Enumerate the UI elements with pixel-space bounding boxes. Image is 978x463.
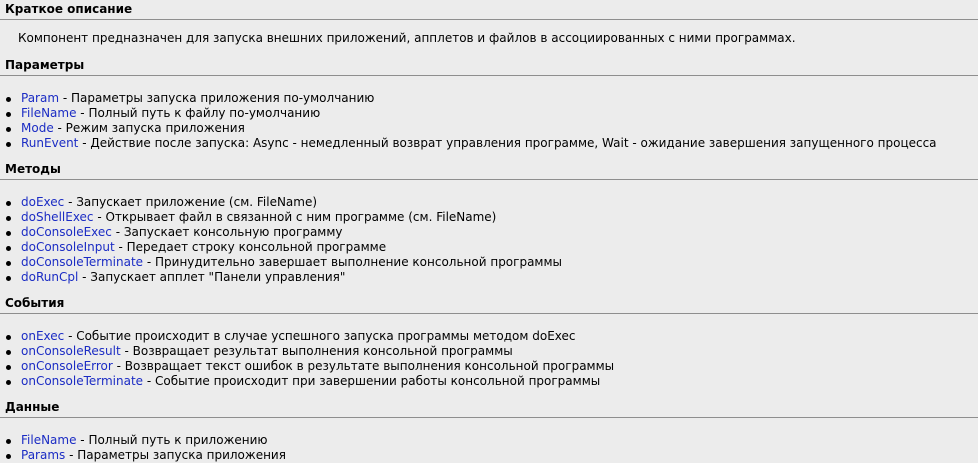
doconsoleexec-link[interactable]: doConsoleExec xyxy=(21,225,112,239)
onexec-link[interactable]: onExec xyxy=(21,329,65,343)
bullet-icon xyxy=(6,335,11,340)
list-item xyxy=(5,225,978,240)
item-description: - Возвращает результат выполнения консольной программы xyxy=(120,344,513,358)
item-description: - Передает строку консольной программе xyxy=(114,240,387,254)
doconsoleinput-link[interactable]: doConsoleInput xyxy=(21,240,115,254)
param-link[interactable]: Param xyxy=(21,91,60,105)
item-description: - Параметры запуска приложения xyxy=(65,448,286,462)
parameters-heading: Параметры xyxy=(5,58,85,72)
events-heading: События xyxy=(5,296,65,310)
list-item xyxy=(5,121,978,136)
doruncpl-link[interactable]: doRunCpl xyxy=(21,270,79,284)
list-item xyxy=(5,359,978,374)
bullet-icon xyxy=(6,127,11,132)
bullet-icon xyxy=(6,112,11,117)
onconsoleterminate-link[interactable]: onConsoleTerminate xyxy=(21,374,144,388)
methods-divider xyxy=(0,179,978,180)
bullet-icon xyxy=(6,365,11,370)
methods-list xyxy=(5,195,978,285)
list-item xyxy=(5,270,978,285)
doconsoleterminate-link[interactable]: doConsoleTerminate xyxy=(21,255,144,269)
bullet-icon xyxy=(6,216,11,221)
item-description: - Полный путь к приложению xyxy=(76,433,268,447)
summary-text: Компонент предназначен для запуска внешних приложений, апплетов и файлов в ассоциированных с ними программах. xyxy=(18,31,796,45)
item-description: - Параметры запуска приложения по-умолчанию xyxy=(59,91,375,105)
events-divider xyxy=(0,313,978,314)
bullet-icon xyxy=(6,380,11,385)
bullet-icon xyxy=(6,350,11,355)
bullet-icon xyxy=(6,201,11,206)
filename-link[interactable]: FileName xyxy=(21,106,77,120)
list-item xyxy=(5,448,978,463)
list-item xyxy=(5,195,978,210)
doexec-link[interactable]: doExec xyxy=(21,195,65,209)
item-description: - Запускает апплет "Панели управления" xyxy=(78,270,346,284)
list-item xyxy=(5,91,978,106)
item-description: - Возвращает текст ошибок в результате выполнения консольной программы xyxy=(112,359,615,373)
onconsoleresult-link[interactable]: onConsoleResult xyxy=(21,344,121,358)
item-description: - Открывает файл в связанной с ним программе (см. FileName) xyxy=(93,210,497,224)
bullet-icon xyxy=(6,454,11,459)
list-item xyxy=(5,136,978,151)
bullet-icon xyxy=(6,97,11,102)
list-item xyxy=(5,329,978,344)
data-filename-link[interactable]: FileName xyxy=(21,433,77,447)
summary-divider xyxy=(0,19,978,20)
list-item xyxy=(5,344,978,359)
runevent-link[interactable]: RunEvent xyxy=(21,136,79,150)
bullet-icon xyxy=(6,142,11,147)
list-item xyxy=(5,374,978,389)
bullet-icon xyxy=(6,276,11,281)
bullet-icon xyxy=(6,261,11,266)
list-item xyxy=(5,433,978,448)
item-description: - Событие происходит в случае успешного запуска программы методом doExec xyxy=(64,329,576,343)
list-item xyxy=(5,255,978,270)
mode-link[interactable]: Mode xyxy=(21,121,54,135)
bullet-icon xyxy=(6,231,11,236)
list-item xyxy=(5,106,978,121)
onconsoleerror-link[interactable]: onConsoleError xyxy=(21,359,113,373)
item-description: - Запускает консольную программу xyxy=(111,225,343,239)
bullet-icon xyxy=(6,439,11,444)
data-divider xyxy=(0,417,978,418)
parameters-divider xyxy=(0,75,978,76)
bullet-icon xyxy=(6,246,11,251)
item-description: - Режим запуска приложения xyxy=(53,121,245,135)
methods-heading: Методы xyxy=(5,162,61,176)
item-description: - Полный путь к файлу по-умолчанию xyxy=(76,106,321,120)
events-list xyxy=(5,329,978,389)
data-list xyxy=(5,433,978,463)
summary-heading: Краткое описание xyxy=(5,2,133,16)
item-description: - Принудительно завершает выполнение консольной программы xyxy=(143,255,563,269)
list-item xyxy=(5,240,978,255)
item-description: - Действие после запуска: Async - немедленный возврат управления программе, Wait - ожидание завершения запущенного процесса xyxy=(78,136,937,150)
list-item xyxy=(5,210,978,225)
item-description: - Событие происходит при завершении работы консольной программы xyxy=(143,374,601,388)
doshellexec-link[interactable]: doShellExec xyxy=(21,210,94,224)
data-heading: Данные xyxy=(5,400,60,414)
params-link[interactable]: Params xyxy=(21,448,66,462)
parameters-list xyxy=(5,91,978,151)
item-description: - Запускает приложение (см. FileName) xyxy=(64,195,318,209)
